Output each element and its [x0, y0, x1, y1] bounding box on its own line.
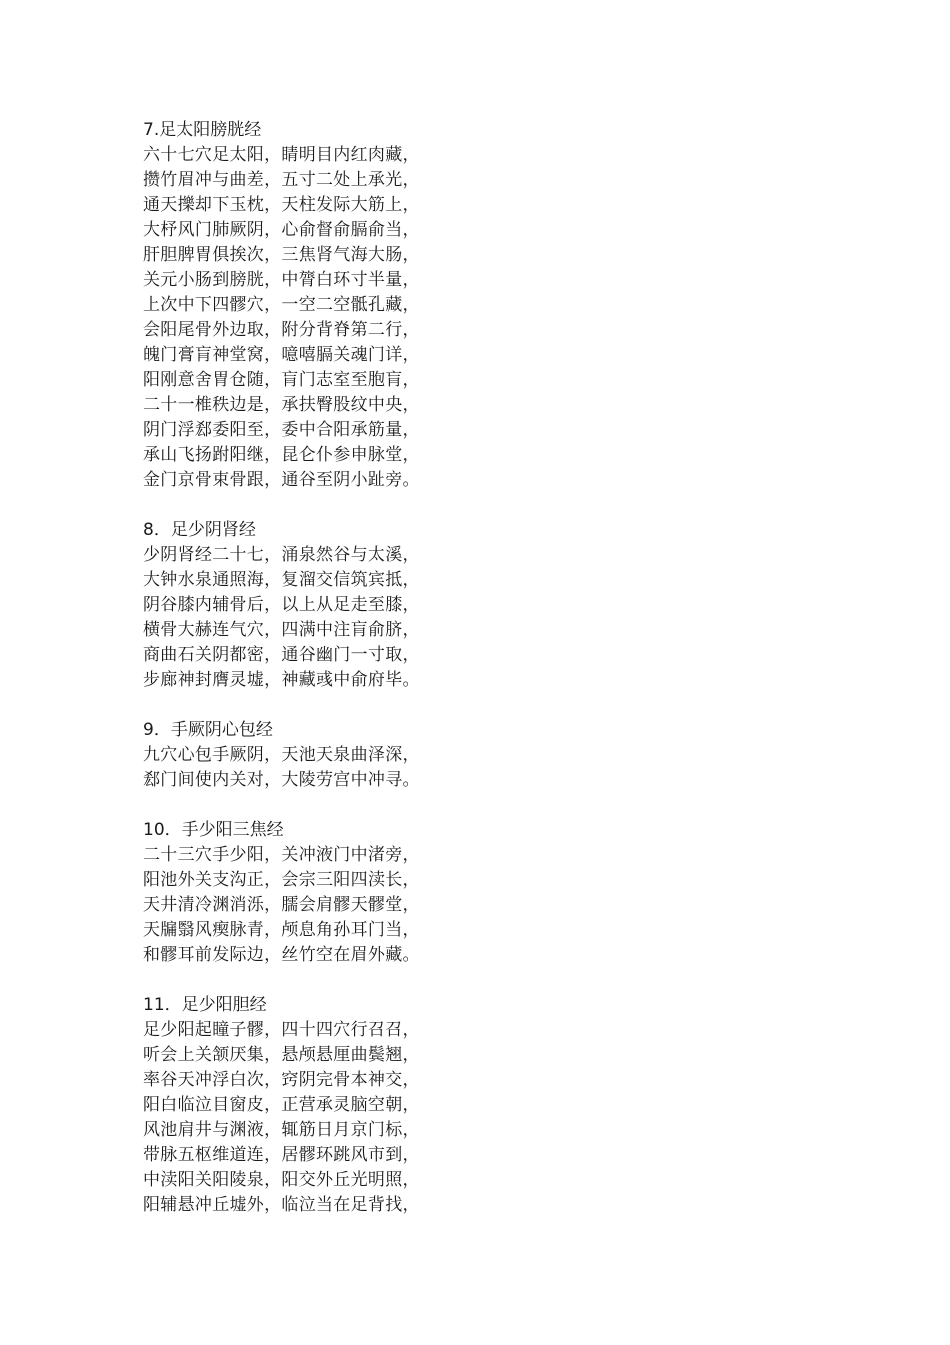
verse-line: 大杼风门肺厥阴，心俞督俞膈俞当， [143, 220, 420, 240]
verse-line: 风池肩井与渊液，辄筋日月京门标， [143, 1120, 420, 1140]
verse-line: 大钟水泉通照海，复溜交信筑宾抵， [143, 570, 420, 590]
section-heading: 10．手少阳三焦经 [143, 820, 284, 840]
verse-line: 天井清冷渊消泺，臑会肩髎天髎堂， [143, 895, 420, 915]
verse-line: 承山飞扬跗阳继，昆仑仆参申脉堂， [143, 445, 420, 465]
verse-line: 六十七穴足太阳，睛明目内红肉藏， [143, 145, 420, 165]
verse-line: 阳白临泣目窗皮，正营承灵脑空朝， [143, 1095, 420, 1115]
verse-line: 阴谷膝内辅骨后，以上从足走至膝， [143, 595, 420, 615]
section-kidney-meridian [143, 518, 443, 693]
verse-line: 攒竹眉冲与曲差，五寸二处上承光， [143, 170, 420, 190]
section-heading: 11．足少阳胆经 [143, 995, 267, 1015]
verse-line: 带脉五枢维道连，居髎环跳风市到， [143, 1145, 420, 1165]
document-body [143, 118, 443, 1243]
verse-line: 中渎阳关阳陵泉，阳交外丘光明照， [143, 1170, 420, 1190]
verse-line: 关元小肠到膀胱，中膂白环寸半量， [143, 270, 420, 290]
section-gallbladder-meridian [143, 993, 443, 1218]
verse-line: 少阴肾经二十七，涌泉然谷与太溪， [143, 545, 420, 565]
section-bladder-meridian [143, 118, 443, 493]
verse-line: 横骨大赫连气穴，四满中注肓俞脐， [143, 620, 420, 640]
verse-line: 通天擽却下玉枕，天柱发际大筋上， [143, 195, 420, 215]
verse-line: 率谷天冲浮白次，窍阴完骨本神交， [143, 1070, 420, 1090]
verse-line: 肝胆脾胃俱挨次，三焦肾气海大肠， [143, 245, 420, 265]
verse-line: 二十三穴手少阳，关冲液门中渚旁， [143, 845, 420, 865]
verse-line: 足少阳起瞳子髎，四十四穴行召召， [143, 1020, 420, 1040]
verse-line: 和髎耳前发际边，丝竹空在眉外藏。 [143, 945, 420, 965]
verse-line: 魄门膏肓神堂窝，噫嘻膈关魂门详， [143, 345, 420, 365]
verse-line: 会阳尾骨外边取，附分背脊第二行， [143, 320, 420, 340]
verse-line: 阳刚意舍胃仓随，肓门志室至胞肓， [143, 370, 420, 390]
verse-line: 金门京骨束骨跟，通谷至阴小趾旁。 [143, 470, 420, 490]
section-triple-burner-meridian [143, 818, 443, 968]
section-pericardium-meridian [143, 718, 443, 793]
verse-line: 阳辅悬冲丘墟外，临泣当在足背找， [143, 1195, 420, 1215]
verse-line: 上次中下四髎穴，一空二空骶孔藏， [143, 295, 420, 315]
verse-line: 九穴心包手厥阴，天池天泉曲泽深， [143, 745, 420, 765]
section-heading: 7.足太阳膀胱经 [143, 120, 262, 140]
verse-line: 听会上关颔厌集，悬颅悬厘曲鬓翘， [143, 1045, 420, 1065]
verse-line: 商曲石关阴都密，通谷幽门一寸取， [143, 645, 420, 665]
verse-line: 阴门浮郄委阳至，委中合阳承筋量， [143, 420, 420, 440]
section-heading: 9．手厥阴心包经 [143, 720, 273, 740]
section-heading: 8．足少阴肾经 [143, 520, 256, 540]
verse-line: 郄门间使内关对，大陵劳宫中冲寻。 [143, 770, 420, 790]
verse-line: 步廊神封膺灵墟，神藏彧中俞府毕。 [143, 670, 420, 690]
verse-line: 天牖翳风瘈脉青，颅息角孙耳门当， [143, 920, 420, 940]
verse-line: 阳池外关支沟正，会宗三阳四渎长， [143, 870, 420, 890]
verse-line: 二十一椎秩边是，承扶臀股纹中央， [143, 395, 420, 415]
